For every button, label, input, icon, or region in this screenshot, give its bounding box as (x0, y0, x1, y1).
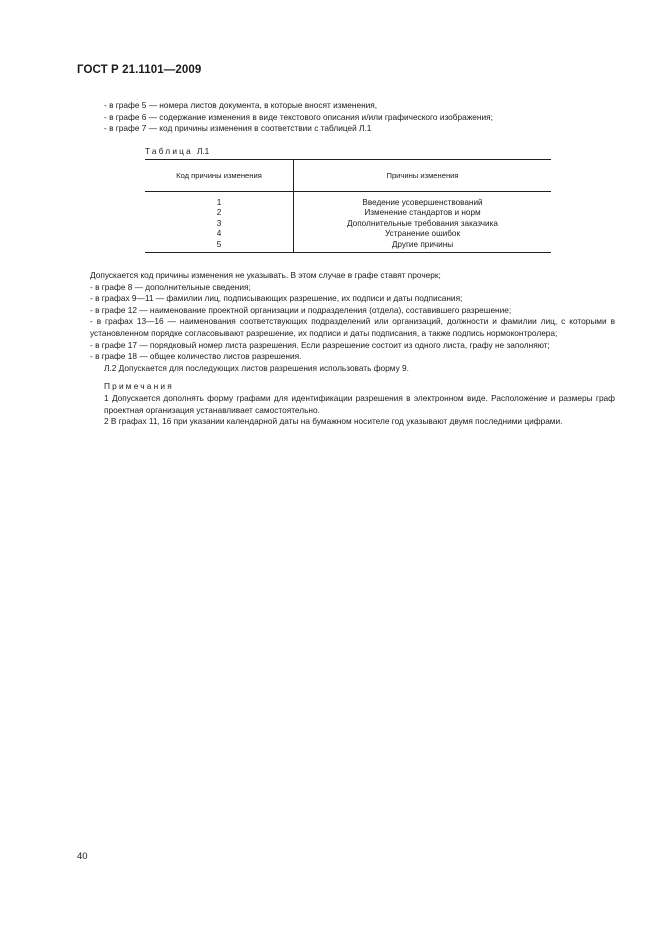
note-item: 1 Допускается дополнять форму графами для идентификации разрешения в электронном виде. Расположение и размеры граф проектная организация устанавливает самостоятельно. (104, 392, 615, 415)
table-header-row (145, 160, 551, 192)
cell-reason: Устранение ошибок (384, 229, 461, 239)
document-title: ГОСТ Р 21.1101—2009 (77, 64, 202, 76)
list-item: - в графах 9—11 — фамилии лиц, подписывающих разрешение, их подписи и даты подписания; (90, 293, 463, 304)
list-item: - в графе 5 — номера листов документа, в которые вносят изменения, (104, 100, 378, 110)
cell-code: 3 (145, 219, 294, 229)
table-caption-word: Таблица (145, 146, 193, 156)
table-caption-number: Л.1 (196, 146, 210, 156)
table-row (145, 240, 551, 253)
cell-code: 1 (145, 192, 294, 209)
cell-code: 2 (145, 208, 294, 218)
header-reason: Причины изменения (294, 160, 552, 192)
list-item: - в графе 8 — дополнительные сведения; (90, 281, 251, 292)
list-item: - в графе 17 — порядковый номер листа разрешения. Если разрешение состоит из одного листа, графу не заполняют; (90, 339, 550, 350)
paragraph-no-code: Допускается код причины изменения не указывать. В этом случае в графе ставят прочерк; (90, 270, 441, 280)
table-row (145, 192, 551, 209)
list-item: - в графе 6 — содержание изменения в виде текстового описания и/или графического изображения; (104, 111, 493, 122)
intro-list (104, 100, 598, 135)
clause-l2: Л.2 Допускается для последующих листов разрешения использовать форму 9. (104, 362, 409, 373)
cell-code: 5 (145, 240, 294, 253)
list-item: - в графе 7 — код причины изменения в соответствии с таблицей Л.1 (104, 123, 372, 134)
cell-code: 4 (145, 229, 294, 239)
table-caption (145, 146, 209, 156)
reasons-table (145, 159, 551, 253)
note-item: 2 В графах 11, 16 при указании календарной даты на бумажном носителе год указывают двумя последними цифрами. (104, 416, 563, 427)
cell-reason: Изменение стандартов и норм (364, 208, 481, 218)
list-item: - в графе 12 — наименование проектной организации и подразделения (отдела), составившего разрешение; (90, 304, 512, 315)
cell-reason: Дополнительные требования заказчика (347, 218, 498, 228)
page-number: 40 (77, 851, 88, 862)
list-item: - в графе 18 — общее количество листов разрешения. (90, 351, 302, 362)
list-item: - в графах 13—16 — наименования соответствующих подразделений или организаций, должности и фамилии лиц, с которыми в установленном порядке согласовывают разрешение, их подписи и даты подписания, а также подпись нормоконтролера; (90, 316, 615, 338)
body-text (90, 270, 615, 428)
table-row (145, 208, 551, 218)
cell-reason: Другие причины (294, 240, 552, 253)
cell-reason: Введение усовершенствований (362, 198, 483, 207)
table-row (145, 219, 551, 229)
notes-heading: Примечания (104, 381, 174, 392)
header-code: Код причины изменения (145, 160, 294, 192)
table-row (145, 229, 551, 239)
